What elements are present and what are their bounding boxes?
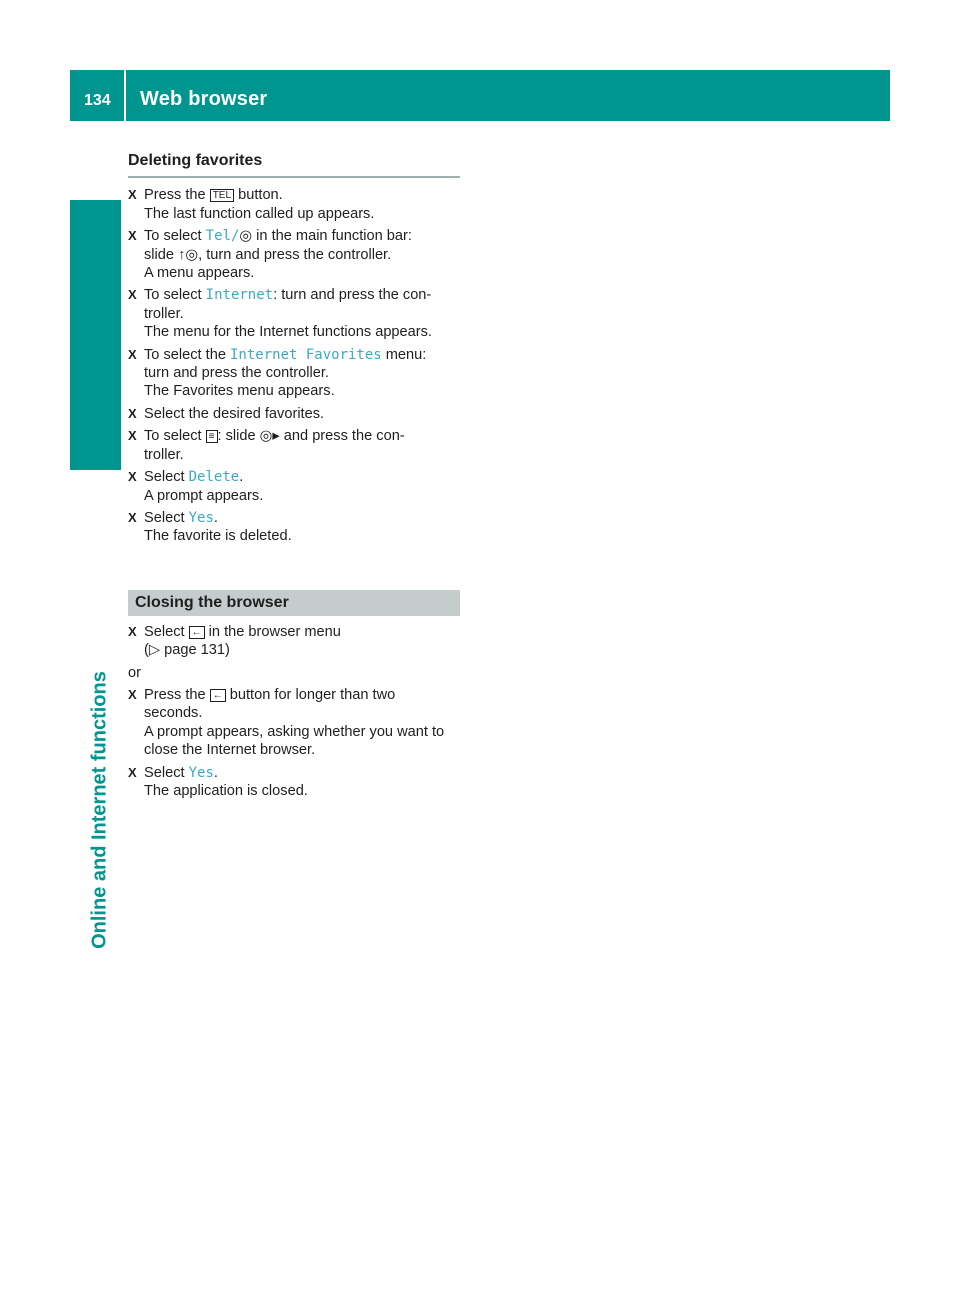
step-result: A prompt appears, asking whether you want to close the Internet browser. — [144, 723, 445, 759]
step-text: : slide ◎▸ and press the con- — [217, 428, 405, 445]
page-reference: (▷ page 131) — [144, 642, 230, 659]
menu-option-internet: Internet — [205, 287, 274, 304]
step-text: . — [239, 469, 244, 486]
step-result: The last function called up appears. — [144, 205, 375, 222]
main-content — [128, 152, 460, 804]
step-text: troller. — [144, 446, 184, 463]
step-text: : turn and press the con- — [273, 287, 432, 304]
side-tab — [70, 200, 121, 470]
step-item — [128, 686, 460, 760]
page-title: Web browser — [140, 88, 268, 110]
step-item — [128, 286, 460, 341]
step-bullet-icon: X — [128, 287, 137, 303]
or-text: or — [128, 664, 141, 681]
step-result: A menu appears. — [144, 265, 255, 282]
step-text: menu: — [381, 346, 427, 363]
section-title-deleting: Deleting favorites — [128, 152, 460, 178]
step-bullet-icon: X — [128, 228, 137, 244]
step-bullet-icon: X — [128, 346, 137, 362]
globe-icon: ◎ — [239, 228, 253, 245]
header-bar — [70, 70, 890, 121]
step-text: in the browser menu — [204, 623, 341, 640]
step-text: Press the — [144, 686, 210, 703]
menu-option-yes: Yes — [188, 509, 214, 526]
step-bullet-icon: X — [128, 509, 137, 525]
step-text: slide ↑◎, turn and press the controller. — [144, 246, 392, 263]
step-text: seconds. — [144, 705, 203, 722]
step-item — [128, 468, 460, 505]
back-icon: ← — [189, 626, 205, 639]
step-text: Press the — [144, 187, 210, 204]
page-number: 134 — [84, 92, 111, 109]
step-text: Select — [144, 764, 189, 781]
back-icon: ← — [210, 689, 226, 702]
step-bullet-icon: X — [128, 187, 137, 203]
step-result: The Favorites menu appears. — [144, 383, 335, 400]
step-bullet-icon: X — [128, 469, 137, 485]
step-text: To select — [144, 287, 206, 304]
step-text: . — [213, 509, 218, 526]
menu-option-tel: Tel/ — [205, 228, 240, 245]
step-result: The menu for the Internet functions appears. — [144, 324, 432, 341]
step-item — [128, 227, 460, 282]
step-text: To select — [144, 228, 206, 245]
menu-option-internet-favorites: Internet Favorites — [230, 346, 382, 363]
favorites-icon: ≡ — [206, 430, 218, 443]
step-text: in the main function bar: — [252, 228, 412, 245]
step-item — [128, 623, 460, 660]
step-text: turn and press the controller. — [144, 365, 329, 382]
step-item — [128, 186, 460, 223]
section-title-closing: Closing the browser — [128, 590, 460, 616]
step-item — [128, 509, 460, 546]
side-label: Online and Internet functions — [88, 671, 111, 949]
step-text: Select — [144, 469, 189, 486]
step-text: . — [213, 764, 218, 781]
menu-option-yes: Yes — [188, 764, 214, 781]
step-result: The application is closed. — [144, 782, 308, 799]
step-result: A prompt appears. — [144, 487, 264, 504]
step-text: button. — [234, 187, 283, 204]
step-bullet-icon: X — [128, 405, 137, 421]
step-item — [128, 405, 460, 423]
step-text: Select — [144, 623, 189, 640]
step-bullet-icon: X — [128, 764, 137, 780]
step-text: To select — [144, 428, 206, 445]
step-item — [128, 346, 460, 401]
tel-button-icon: TEL — [210, 189, 234, 202]
step-result: The favorite is deleted. — [144, 528, 292, 545]
menu-option-delete: Delete — [188, 469, 240, 486]
step-bullet-icon: X — [128, 428, 137, 444]
step-item — [128, 764, 460, 801]
step-text: Select — [144, 509, 189, 526]
step-text: To select the — [144, 346, 230, 363]
step-bullet-icon: X — [128, 623, 137, 639]
page-number-box — [70, 70, 126, 121]
step-bullet-icon: X — [128, 686, 137, 702]
step-item — [128, 427, 460, 464]
step-text: Select the desired favorites. — [144, 405, 325, 422]
step-text: troller. — [144, 305, 184, 322]
step-text: button for longer than two — [225, 686, 396, 703]
